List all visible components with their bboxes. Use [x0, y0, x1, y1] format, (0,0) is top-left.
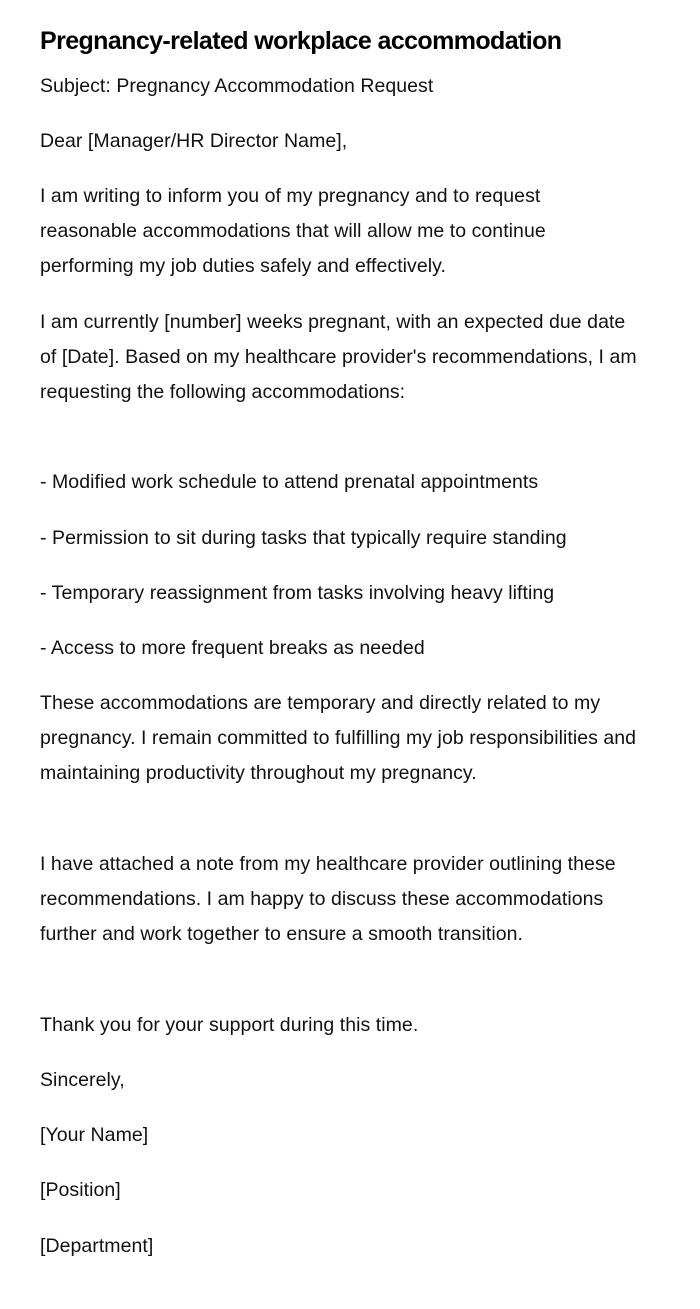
salutation: Dear [Manager/HR Director Name], [40, 130, 348, 152]
signature-name: [Your Name] [40, 1124, 149, 1146]
accommodation-item: - Permission to sit during tasks that typically require standing [40, 527, 567, 549]
signoff: Sincerely, [40, 1069, 125, 1091]
document-title: Pregnancy-related workplace accommodation [40, 27, 562, 55]
intro-paragraph: I am writing to inform you of my pregnancy and to request reasonable accommodations that will allow me to continue performing my job duties safely and effectively. [40, 185, 546, 278]
accommodation-item: - Temporary reassignment from tasks involving heavy lifting [40, 582, 555, 604]
accommodation-item: - Modified work schedule to attend prenatal appointments [40, 471, 539, 493]
accommodation-item: - Access to more frequent breaks as needed [40, 637, 425, 659]
signature-position: [Position] [40, 1179, 121, 1201]
commitment-paragraph: These accommodations are temporary and directly related to my pregnancy. I remain committed to fulfilling my job responsibilities and maintaining productivity throughout my pregnancy. [40, 692, 637, 785]
attachment-paragraph: I have attached a note from my healthcare provider outlining these recommendations. I am happy to discuss these accommodations further and work together to ensure a smooth transition. [40, 853, 616, 946]
details-paragraph: I am currently [number] weeks pregnant, with an expected due date of [Date]. Based on my healthcare provider's recommendations, I am requesting the following accommodations: [40, 311, 637, 404]
subject-line: Subject: Pregnancy Accommodation Request [40, 75, 434, 97]
signature-department: [Department] [40, 1235, 154, 1257]
thanks-paragraph: Thank you for your support during this time. [40, 1014, 419, 1036]
